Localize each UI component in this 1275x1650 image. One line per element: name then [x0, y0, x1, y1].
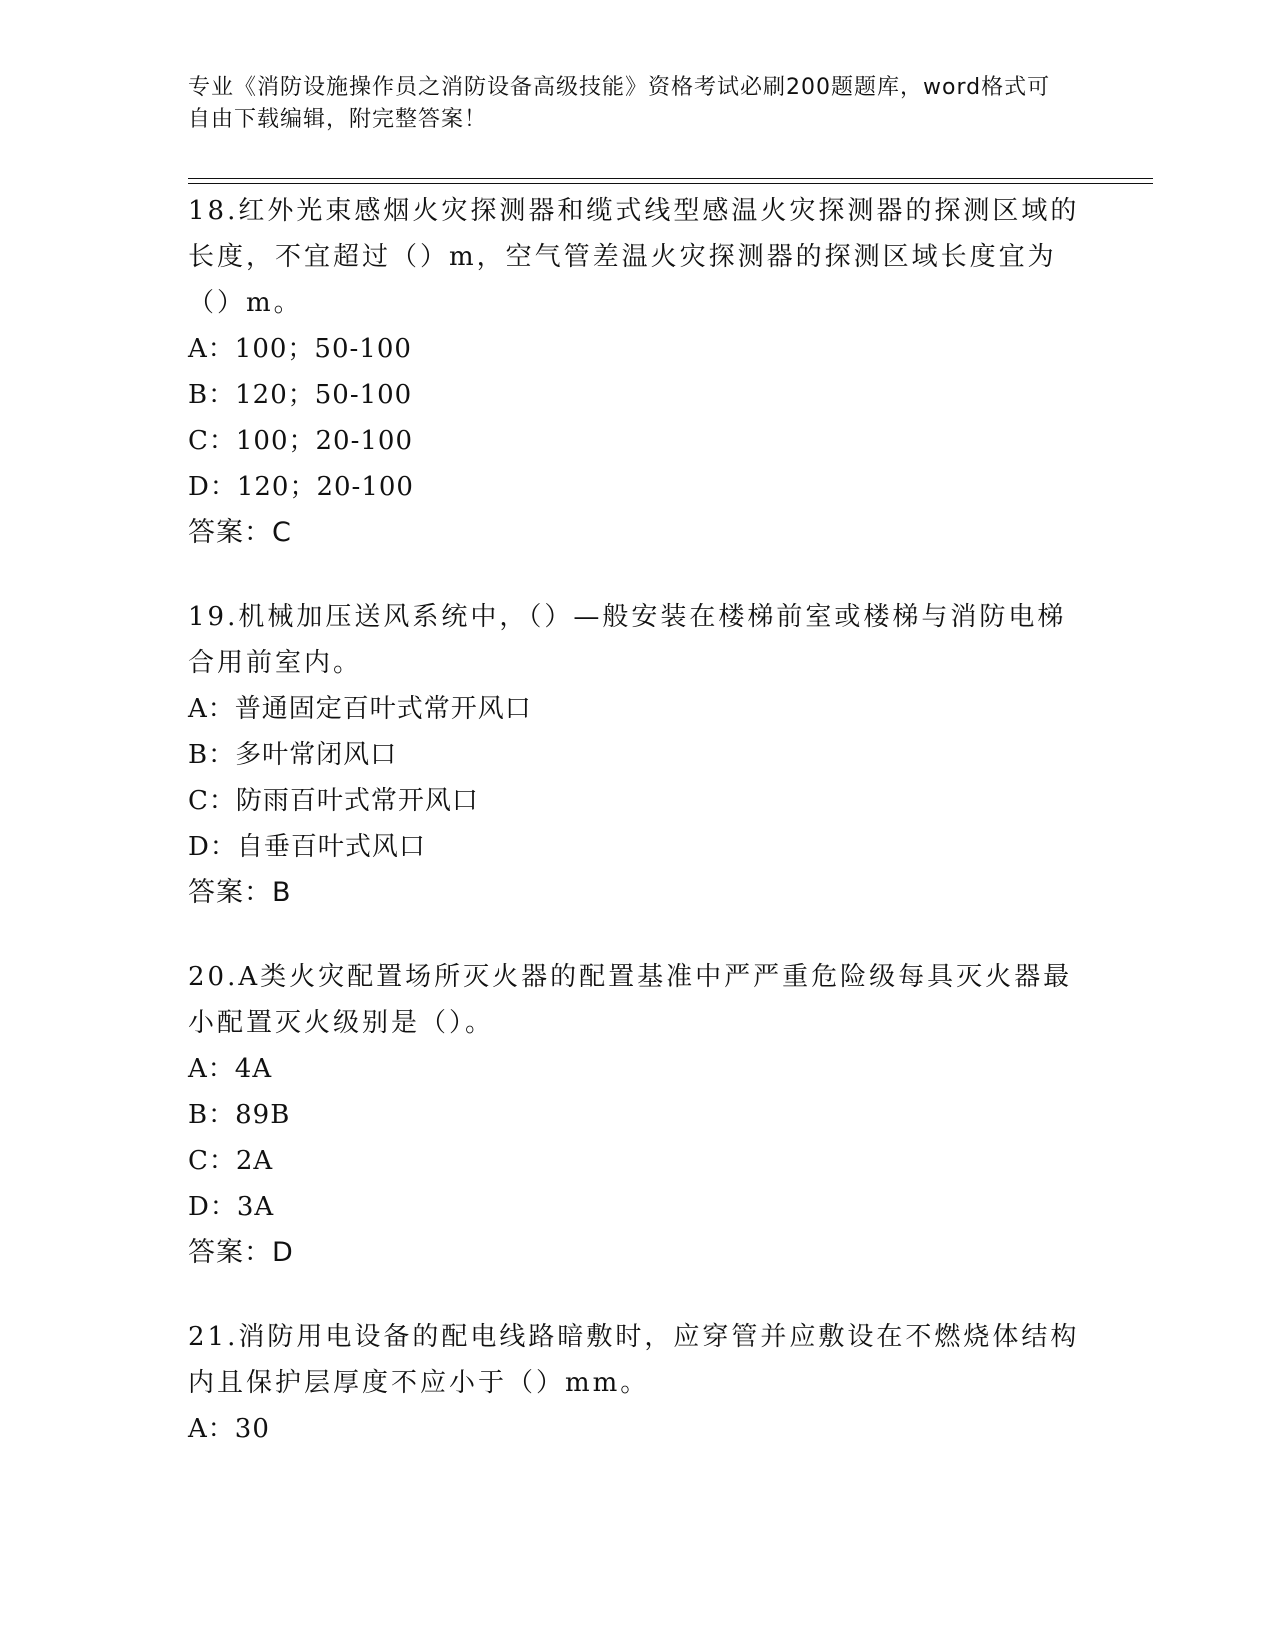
option-a: A：100；50-100 — [188, 334, 412, 364]
option-a: A：30 — [188, 1414, 270, 1444]
question-20 — [188, 954, 1088, 1276]
option-d: D：120；20-100 — [188, 472, 414, 502]
question-stem: 18.红外光束感烟火灾探测器和缆式线型感温火灾探测器的探测区域的长度，不宜超过（）m，空气管差温火灾探测器的探测区域长度宜为（）m。 — [188, 196, 1080, 318]
question-18 — [188, 188, 1088, 556]
question-stem: 21.消防用电设备的配电线路暗敷时，应穿管并应敷设在不燃烧体结构内且保护层厚度不应小于（）mm。 — [188, 1322, 1080, 1398]
answer-line: 答案：B — [188, 877, 292, 908]
option-b: B：120；50-100 — [188, 380, 413, 410]
answer-line: 答案：D — [188, 1237, 294, 1268]
header-rule-top — [188, 178, 1153, 179]
option-b: B：多叶常闭风口 — [188, 740, 398, 770]
option-d: D：自垂百叶式风口 — [188, 832, 426, 862]
option-c: C：防雨百叶式常开风口 — [188, 786, 479, 816]
option-a: A：4A — [188, 1054, 273, 1084]
option-c: C：2A — [188, 1146, 274, 1176]
option-a: A：普通固定百叶式常开风口 — [188, 694, 532, 724]
option-d: D：3A — [188, 1192, 275, 1222]
document-header: 专业《消防设施操作员之消防设备高级技能》资格考试必刷200题题库，word格式可自由下载编辑，附完整答案！ — [188, 75, 1051, 132]
question-stem: 19.机械加压送风系统中，（）—般安装在楼梯前室或楼梯与消防电梯合用前室内。 — [188, 602, 1067, 678]
question-stem: 20.A类火灾配置场所灭火器的配置基准中严严重危险级每具灭火器最小配置灭火级别是（）。 — [188, 962, 1073, 1038]
question-21 — [188, 1314, 1088, 1452]
option-b: B：89B — [188, 1100, 291, 1130]
answer-line: 答案：C — [188, 517, 292, 548]
header-rule-bottom — [188, 183, 1153, 184]
option-c: C：100；20-100 — [188, 426, 414, 456]
question-list — [188, 188, 1088, 1490]
question-19 — [188, 594, 1088, 916]
